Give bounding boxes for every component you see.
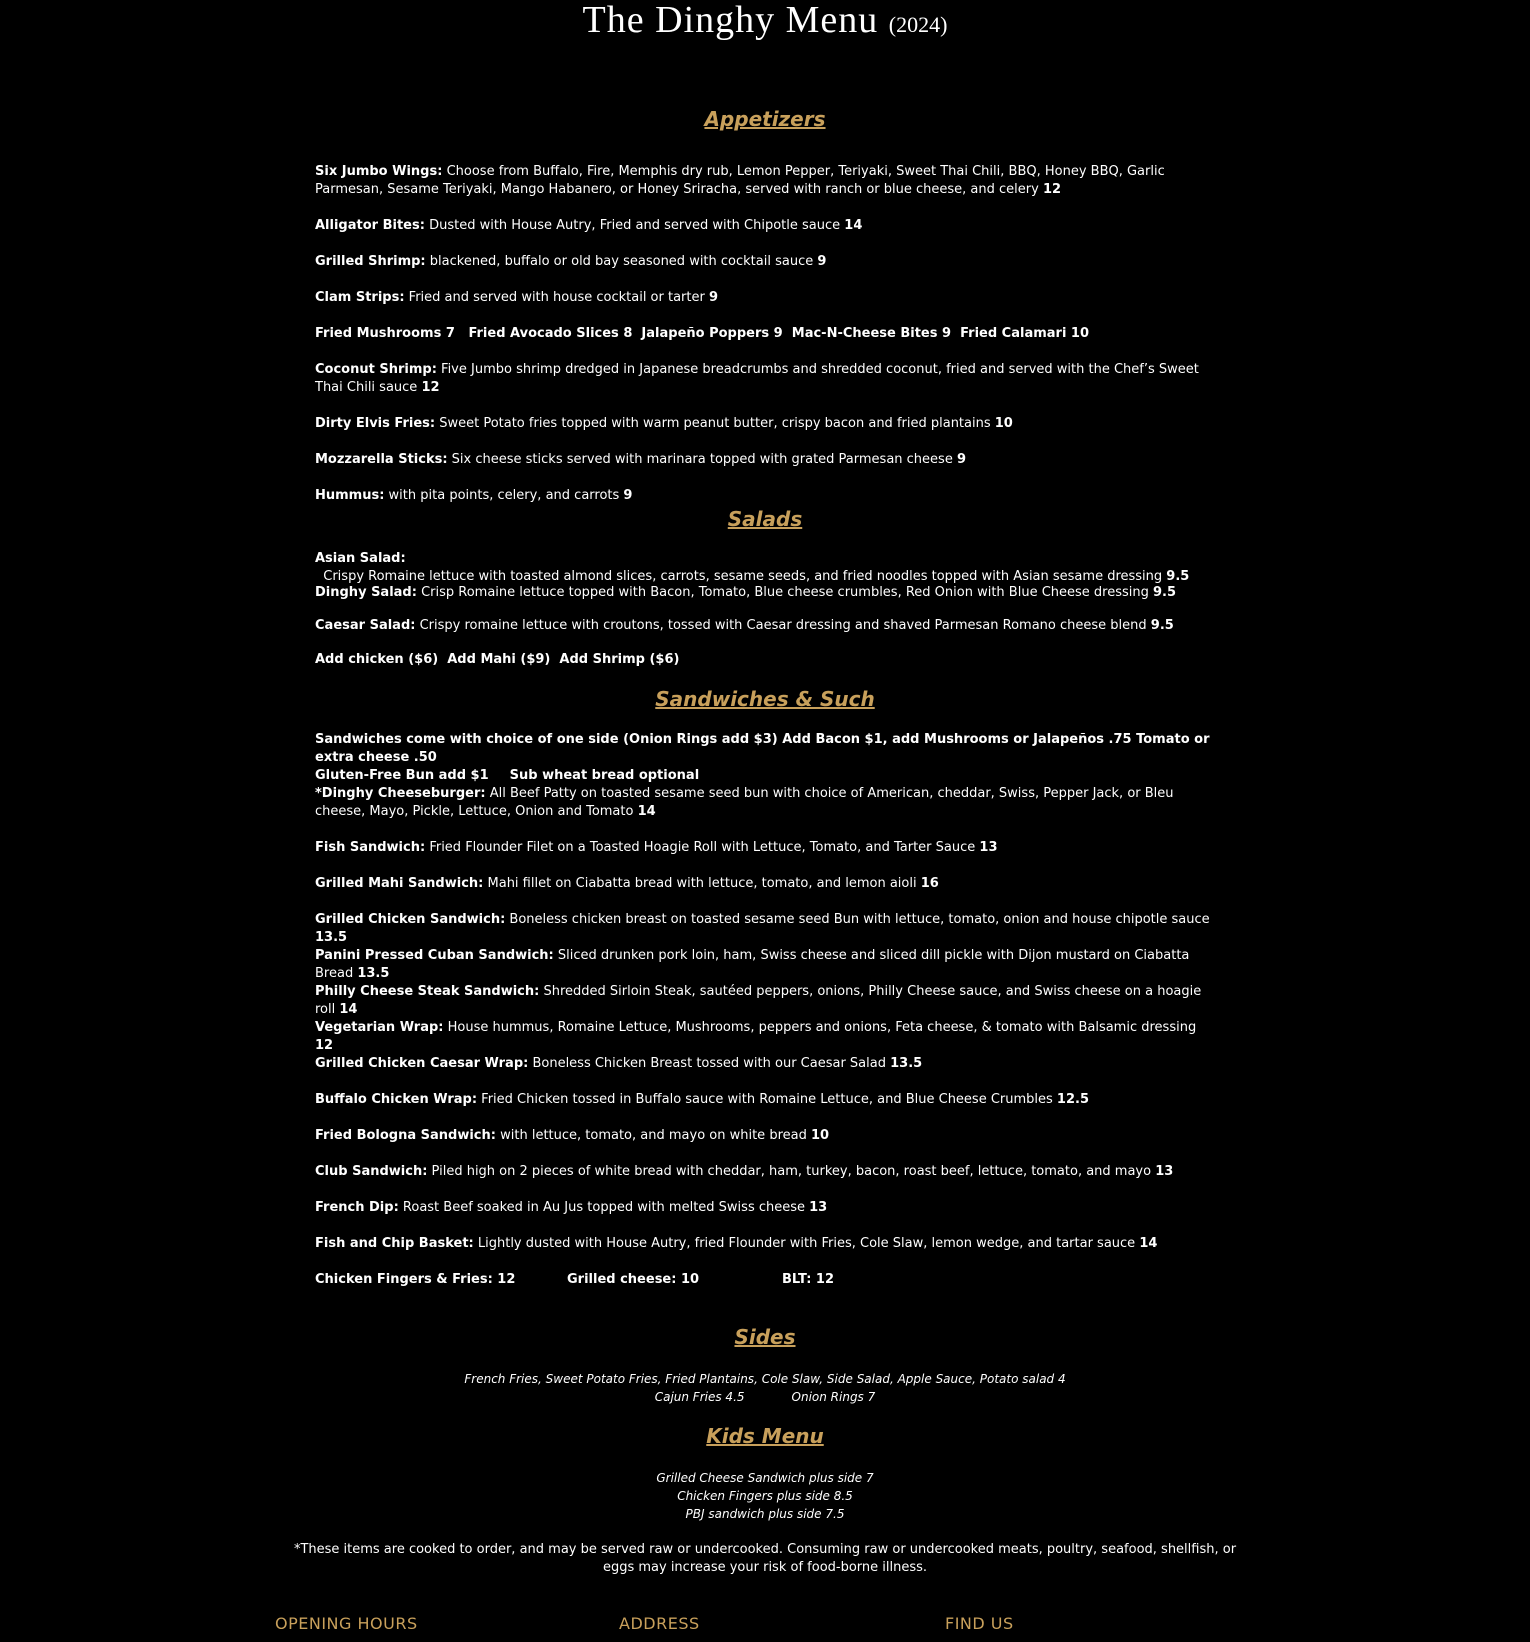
item-name: Hummus: [315, 488, 385, 503]
footer-find-us[interactable]: FIND US [945, 1614, 1014, 1633]
item-price: 9.5 [1153, 585, 1177, 600]
item-desc: Crispy romaine lettuce with croutons, tossed with Caesar dressing and shaved Parmesan Romano cheese blend [415, 618, 1151, 633]
menu-item [315, 325, 1215, 343]
item-price: 10 [810, 1128, 830, 1143]
item-desc: Choose from Buffalo, Fire, Memphis dry rub, Lemon Pepper, Teriyaki, Sweet Thai Chili, BBQ, Honey BBQ, Garlic Parmesan, Sesame Teriyaki, Mango Habanero, or Honey Sriracha, served with ranch or blue cheese, and celery [315, 164, 1165, 197]
menu-item [315, 487, 1215, 505]
menu-item [315, 289, 1215, 307]
salad-addons [315, 651, 1215, 669]
menu-item [315, 911, 1215, 947]
item-name: Club Sandwich: [315, 1164, 428, 1179]
grilled-cheese: Grilled cheese: 10 [567, 1272, 700, 1287]
item-price: 12 [421, 380, 440, 395]
menu-item [315, 1199, 1215, 1217]
item-name: Fried Bologna Sandwich: [315, 1128, 496, 1143]
item-desc: with lettuce, tomato, and mayo on white bread [495, 1128, 811, 1143]
item-price: 14 [339, 1002, 358, 1017]
item-desc: with pita points, celery, and carrots [384, 488, 624, 503]
item-price: 13 [979, 840, 998, 855]
item-desc: blackened, buffalo or old bay seasoned with cocktail sauce [425, 254, 818, 269]
item-name: Buffalo Chicken Wrap: [315, 1092, 478, 1107]
item-price: 9.5 [1150, 618, 1174, 633]
item-price: 16 [920, 876, 939, 891]
menu-item [315, 1091, 1215, 1109]
item-desc: Roast Beef soaked in Au Jus topped with melted Swiss cheese [398, 1200, 810, 1215]
item-price: 14 [1139, 1236, 1158, 1251]
item-desc: Lightly dusted with House Autry, fried Flounder with Fries, Cole Slaw, lemon wedge, and tartar sauce [473, 1236, 1140, 1251]
item-price: 13.5 [315, 930, 348, 945]
item-name: Grilled Chicken Sandwich: [315, 912, 506, 927]
item-name: Dinghy Salad: [315, 585, 417, 600]
item-desc: Boneless chicken breast on toasted sesame seed Bun with lettuce, tomato, onion and house chipotle sauce [505, 912, 1210, 927]
item-name: Fish and Chip Basket: [315, 1236, 474, 1251]
item-name: Philly Cheese Steak Sandwich: [315, 984, 540, 999]
appetizers-heading: Appetizers [704, 107, 826, 131]
item-price: 14 [844, 218, 863, 233]
sides-heading: Sides [734, 1325, 796, 1349]
note-line: Sandwiches come with choice of one side (Onion Rings add $3) Add Bacon $1, add Mushrooms or Jalapeños .75 Tomato or extra cheese .50 [315, 732, 1210, 765]
item-name: Grilled Mahi Sandwich: [315, 876, 484, 891]
menu-item [315, 163, 1215, 199]
kids-item: PBJ sandwich plus side 7.5 [685, 1507, 845, 1521]
menu-item [315, 253, 1215, 271]
blt: BLT: 12 [782, 1272, 835, 1287]
menu-item [315, 1127, 1215, 1145]
item-desc: Sliced drunken pork loin, ham, Swiss cheese and sliced dill pickle with Dijon mustard on Ciabatta Bread [315, 948, 1190, 981]
item-name: Caesar Salad: [315, 618, 416, 633]
footer-address[interactable]: ADDRESS [619, 1614, 700, 1633]
title-year: (2024) [888, 12, 948, 37]
item-desc: Shredded Sirloin Steak, sautéed peppers, onions, Philly Cheese sauce, and Swiss cheese on a hoagie roll [315, 984, 1202, 1017]
item-price: 12 [315, 1038, 334, 1053]
menu-item [315, 550, 1215, 586]
item-price: 9 [817, 254, 827, 269]
item-name: Alligator Bites: [315, 218, 425, 233]
item-name: Asian Salad: [315, 551, 406, 566]
item-desc: Crisp Romaine lettuce topped with Bacon, Tomato, Blue cheese crumbles, Red Onion with Blue Cheese dressing [416, 585, 1154, 600]
sandwiches-heading: Sandwiches & Such [655, 687, 875, 711]
item-desc: Crispy Romaine lettuce with toasted almond slices, carrots, sesame seeds, and fried noodles topped with Asian sesame dressing [315, 569, 1167, 584]
item-desc: Sweet Potato fries topped with warm peanut butter, crispy bacon and fried plantains [435, 416, 995, 431]
page-title [0, 0, 1530, 42]
item-desc: House hummus, Romaine Lettuce, Mushrooms, peppers and onions, Feta cheese, & tomato with Balsamic dressing [443, 1020, 1197, 1035]
item-desc: Fried Chicken tossed in Buffalo sauce with Romaine Lettuce, and Blue Cheese Crumbles [477, 1092, 1057, 1107]
item-desc: Fried and served with house cocktail or tarter [404, 290, 709, 305]
salads-heading: Salads [727, 507, 803, 531]
item-price: 12.5 [1056, 1092, 1089, 1107]
disclaimer [0, 1541, 1530, 1577]
item-name: Vegetarian Wrap: [315, 1020, 444, 1035]
item-price: 9.5 [1166, 569, 1190, 584]
item-desc: Six cheese sticks served with marinara topped with grated Parmesan cheese [447, 452, 957, 467]
item-name: Dirty Elvis Fries: [315, 416, 436, 431]
item-desc: All Beef Patty on toasted sesame seed bun with choice of American, cheddar, Swiss, Pepper Jack, or Bleu cheese, Mayo, Pickle, Lettuce, Onion and Tomato [315, 786, 1174, 819]
menu-item [315, 584, 1215, 602]
menu-item [315, 983, 1215, 1019]
menu-item [315, 875, 1215, 893]
item-price: 13 [809, 1200, 828, 1215]
menu-item [315, 451, 1215, 469]
menu-item [315, 947, 1215, 983]
menu-item [315, 1163, 1215, 1181]
kids-heading: Kids Menu [706, 1424, 824, 1448]
item-name: Grilled Shrimp: [315, 254, 426, 269]
item-price: 9 [956, 452, 966, 467]
item-name: Mozzarella Sticks: [315, 452, 448, 467]
footer-opening-hours[interactable]: OPENING HOURS [275, 1614, 418, 1633]
item-price: 9 [708, 290, 719, 305]
item-desc: Mahi fillet on Ciabatta bread with lettuce, tomato, and lemon aioli [483, 876, 921, 891]
item-name: French Dip: [315, 1200, 399, 1215]
sides-line: French Fries, Sweet Potato Fries, Fried Plantains, Cole Slaw, Side Salad, Apple Sauce, Potato salad 4 [464, 1372, 1066, 1386]
item-desc: Piled high on 2 pieces of white bread with cheddar, ham, turkey, bacon, roast beef, lettuce, tomato, and mayo [427, 1164, 1156, 1179]
disclaimer-line: eggs may increase your risk of food-borne illness. [602, 1560, 928, 1575]
item-price: 13 [1155, 1164, 1174, 1179]
menu-item [315, 217, 1215, 235]
item-price: 9 [623, 488, 633, 503]
cajun-fries: Cajun Fries 4.5 [654, 1390, 745, 1404]
item-name: Grilled Chicken Caesar Wrap: [315, 1056, 529, 1071]
item-price: 13.5 [890, 1056, 923, 1071]
item-price: 12 [1042, 182, 1062, 197]
onion-rings: Onion Rings 7 [791, 1390, 876, 1404]
menu-item [315, 1019, 1215, 1055]
item-name: Coconut Shrimp: [315, 362, 437, 377]
disclaimer-line: *These items are cooked to order, and may be served raw or undercooked. Consuming raw or undercooked meats, poultry, seafood, shellfish, or [293, 1542, 1237, 1557]
item-desc: Fried Flounder Filet on a Toasted Hoagie Roll with Lettuce, Tomato, and Tarter Sauce [425, 840, 980, 855]
item-price: 10 [994, 416, 1013, 431]
menu-item [315, 361, 1215, 397]
note-gluten-free: Gluten-Free Bun add $1 [315, 768, 489, 783]
item-desc: Dusted with House Autry, Fried and served with Chipotle sauce [424, 218, 845, 233]
item-desc: Five Jumbo shrimp dredged in Japanese breadcrumbs and shredded coconut, fried and served with the Chef’s Sweet Thai Chili sauce [315, 362, 1199, 395]
item-name: Fish Sandwich: [315, 840, 426, 855]
menu-item [315, 1055, 1215, 1073]
kids-item: Grilled Cheese Sandwich plus side 7 [656, 1471, 874, 1485]
item-name: *Dinghy Cheeseburger: [315, 786, 486, 801]
menu-item [315, 617, 1215, 635]
item-name: Six Jumbo Wings: [315, 164, 443, 179]
note-wheat: Sub wheat bread optional [509, 768, 700, 783]
menu-item [315, 1235, 1215, 1253]
item-price: 14 [637, 804, 656, 819]
title-text: The Dinghy Menu [582, 0, 879, 41]
kids-item: Chicken Fingers plus side 8.5 [677, 1489, 853, 1503]
item-name: Panini Pressed Cuban Sandwich: [315, 948, 554, 963]
addons-text: Add chicken ($6) Add Mahi ($9) Add Shrimp ($6) [315, 652, 680, 667]
menu-item [315, 415, 1215, 433]
menu-item [315, 785, 1215, 821]
sandwich-note [315, 731, 1215, 785]
item-desc: Boneless Chicken Breast tossed with our Caesar Salad [528, 1056, 891, 1071]
item-name: Clam Strips: [315, 290, 405, 305]
item-price: 13.5 [357, 966, 390, 981]
item-name: Fried Mushrooms 7 Fried Avocado Slices 8 Jalapeño Poppers 9 Mac-N-Cheese Bites 9 Fried Calamari 10 [315, 326, 1090, 341]
menu-item [315, 839, 1215, 857]
chicken-fingers-fries: Chicken Fingers & Fries: 12 [315, 1272, 516, 1287]
sides-line-2 [0, 1388, 1530, 1406]
